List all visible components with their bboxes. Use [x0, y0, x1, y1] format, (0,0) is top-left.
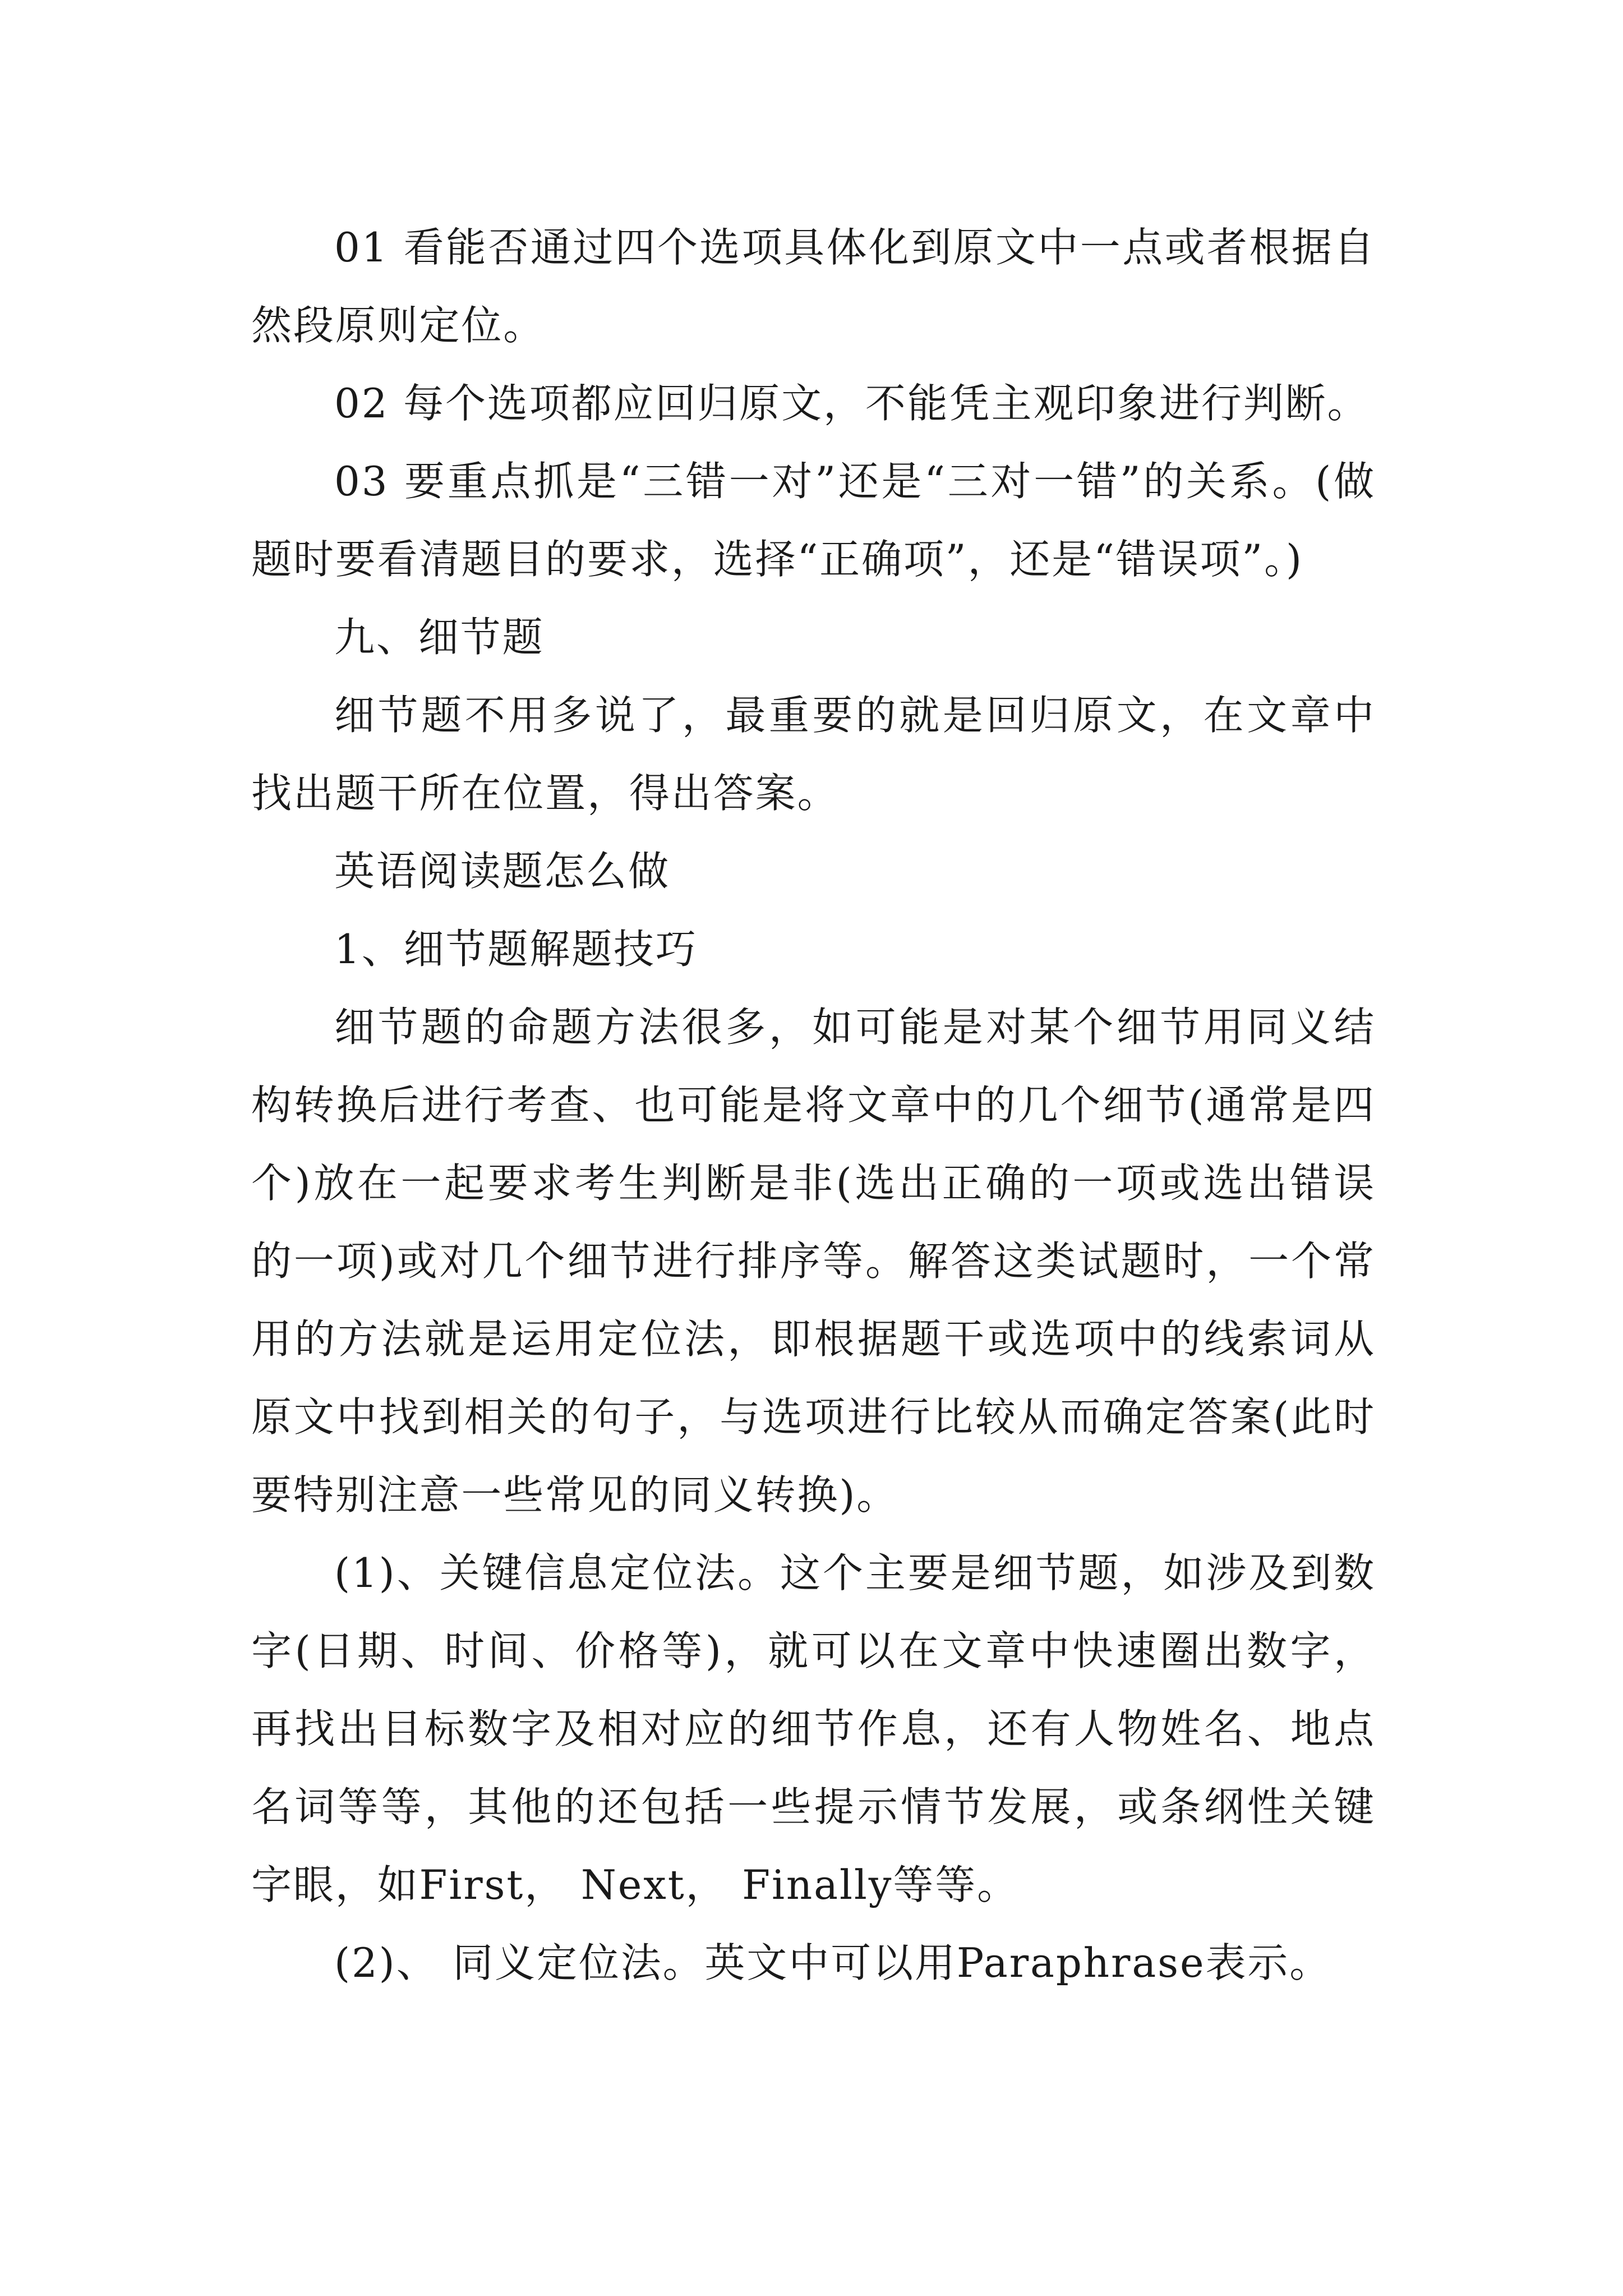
paragraph-tip-02: 02 每个选项都应回归原文，不能凭主观印象进行判断。: [334, 380, 1370, 427]
paragraph-tip-01: 01 看能否通过四个选项具体化到原文中一点或者根据自然段原则定位。: [251, 224, 1376, 349]
paragraph-synonym-locating: (2)、 同义定位法。英文中可以用Paraphrase表示。: [334, 1939, 1332, 1986]
paragraph-detail-methods: 细节题的命题方法很多，如可能是对某个细节用同义结构转换后进行考查、也可能是将文章中的几个细节(通常是四个)放在一起要求考生判断是非(选出正确的一项或选出错误的一项)或对几个细节进行排序等。解答这类试题时，一个常用的方法就是运用定位法，即根据题干或选项中的线索词从原文中找到相关的句子，与选项进行比较从而确定答案(此时要特别注意一些常见的同义转换)。: [251, 1004, 1376, 1519]
paragraph-keyword-locating: (1)、关键信息定位法。这个主要是细节题，如涉及到数字(日期、时间、价格等)，就可以在文章中快速圈出数字，再找出目标数字及相对应的细节作息，还有人物姓名、地点名词等等，其他的还包括一些提示情节发展，或条纲性关键字眼，如First， Next， Finally等等。: [251, 1549, 1376, 1908]
subheading-detail-techniques: 1、细节题解题技巧: [334, 926, 698, 973]
section-heading-english-reading: 英语阅读题怎么做: [334, 848, 671, 895]
document-body: [251, 209, 1376, 2002]
section-heading-detail-questions: 九、细节题: [334, 614, 545, 661]
paragraph-detail-intro: 细节题不用多说了，最重要的就是回归原文，在文章中找出题干所在位置，得出答案。: [251, 692, 1376, 817]
paragraph-tip-03: 03 要重点抓是“三错一对”还是“三对一错”的关系。(做题时要看清题目的要求，选择“正确项”，还是“错误项”。): [251, 458, 1376, 583]
